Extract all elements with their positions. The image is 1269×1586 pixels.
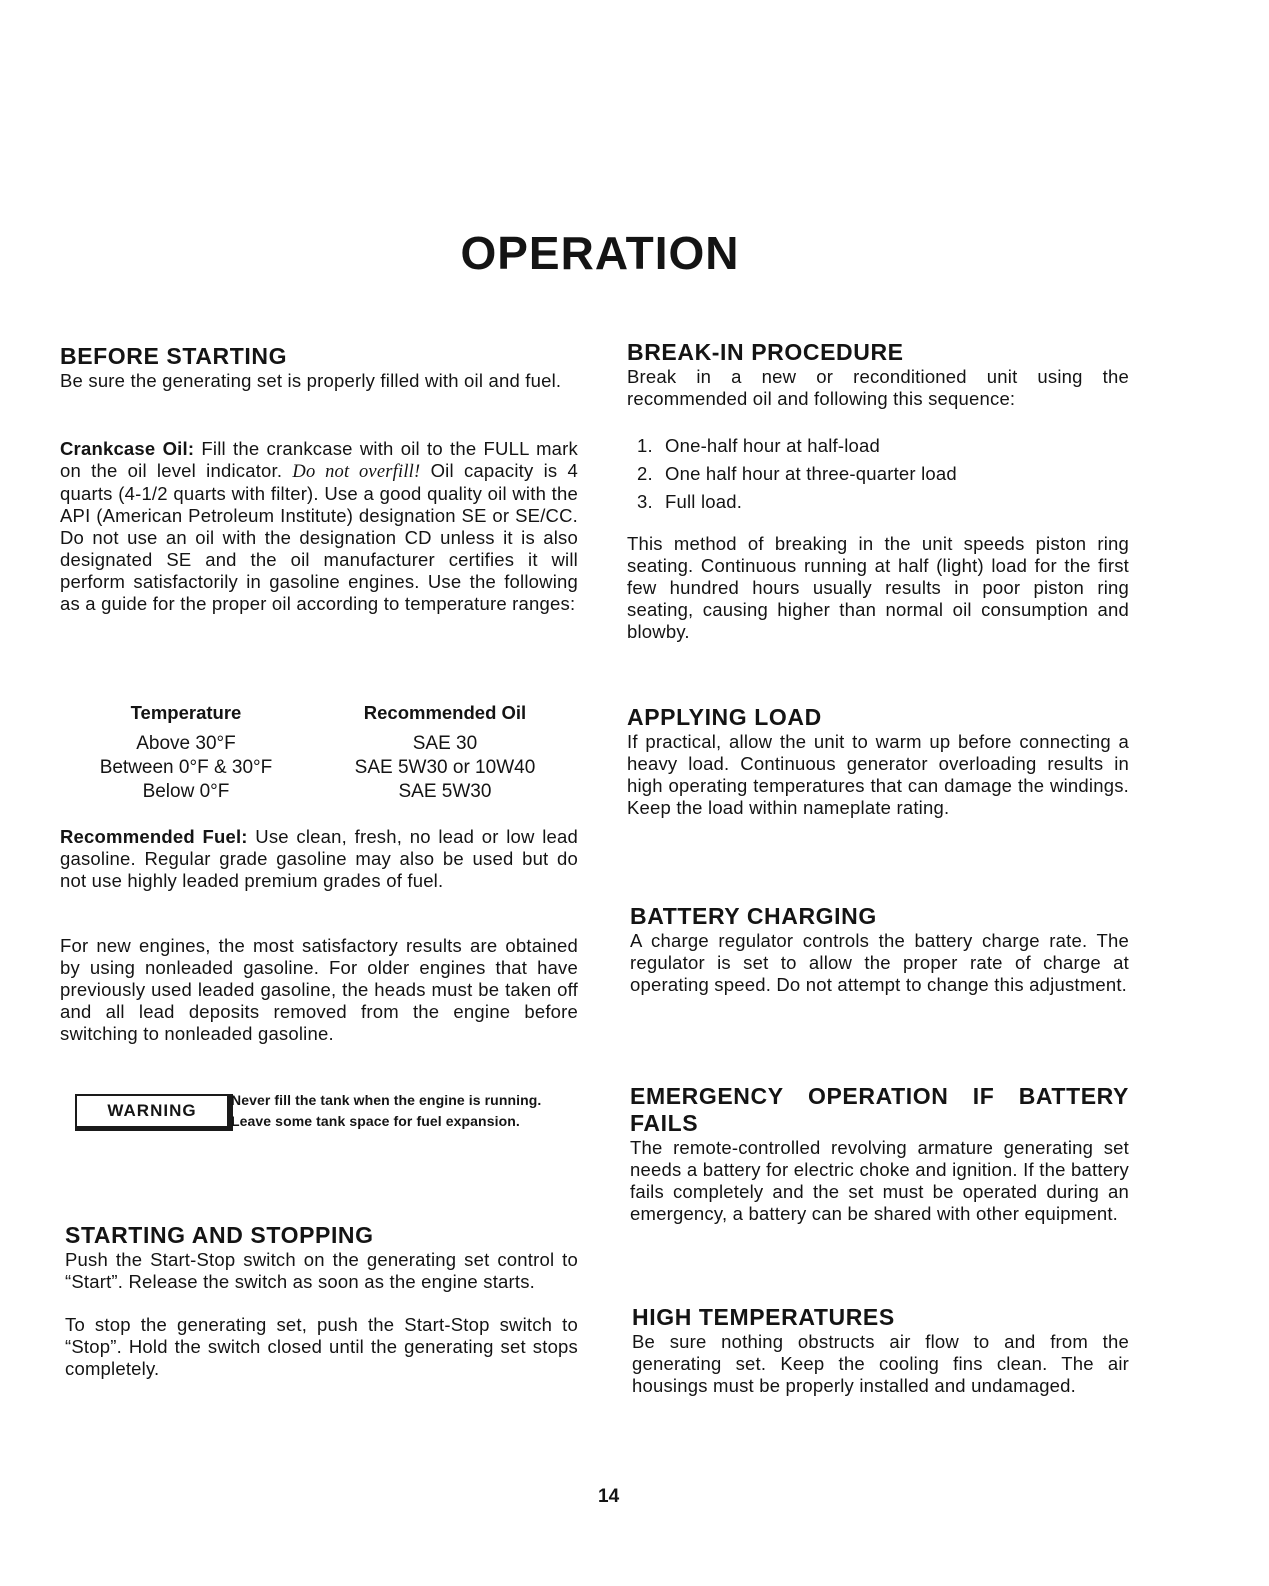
recommended-fuel-label: Recommended Fuel: [60,826,248,847]
oil-temperature-table [60,702,578,804]
new-engines-text: For new engines, the most satisfactory results are obtained by using nonleaded gasoline. For older engines that have previously used leaded gasoline, the heads must be taken off and all lead deposits removed from the engine before switching to nonleaded gasoline. [60,935,578,1044]
warning-text [231,1090,541,1132]
warning-badge: WARNING [75,1094,233,1131]
new-engines-paragraph [60,935,578,1045]
crankcase-oil-text-2: Oil capacity is 4 quarts (4-1/2 quarts with filter). Use a good quality oil with the API (American Petroleum Institute) designation SE or SE/CC. Do not use an oil with the designation CD unless it is also designated SE and the oil manufacturer certifies it will perform satisfactorily in gasoline engines. Use the following as a guide for the proper oil according to temperature ranges: [60,460,579,614]
table-cell-oil: SAE 5W30 or 10W40 [354,757,536,778]
emergency-section [630,1083,1129,1225]
break-in-paragraph [627,533,1129,643]
table-header-recommended-oil: Recommended Oil [363,702,527,723]
section-heading: BEFORE STARTING [60,343,288,369]
high-temperatures-section [632,1304,1129,1397]
battery-charging-text: A charge regulator controls the battery charge rate. The regulator is set to allow the proper rate of charge at operating speed. Do not attempt to change this adjustment. [630,930,1129,995]
crankcase-oil-label: Crankcase Oil: [60,438,195,459]
section-heading: STARTING AND STOPPING [65,1222,374,1248]
emergency-text: The remote-controlled revolving armature generating set needs a battery for electric choke and ignition. If the battery fails completely and the set must be operated during an emergency, a battery can be shared with other equipment. [630,1137,1129,1224]
applying-load-text: If practical, allow the unit to warm up before connecting a heavy load. Continuous generator overloading results in high operating temperatures that can damage the windings. Keep the load within nameplate rating. [627,731,1129,818]
list-item: 2. One half hour at three-quarter load [637,463,957,484]
break-in-steps [627,432,1129,516]
crankcase-oil-text-1: Fill the crankcase with oil to the FULL mark on the oil level indicator. [60,438,578,481]
break-in-text: This method of breaking in the unit speeds piston ring seating. Continuous running at half (light) load for the first few hundred hours usually results in poor piston ring seating, causing higher than normal oil consumption and blowby. [627,533,1129,642]
section-heading: HIGH TEMPERATURES [632,1304,895,1330]
recommended-fuel-text: Use clean, fresh, no lead or low lead gasoline. Regular grade gasoline may also be used but do not use highly leaded premium grades of fuel. [60,826,578,891]
table-header-temperature: Temperature [130,702,242,723]
starting-stopping-para-1: Push the Start-Stop switch on the generating set control to “Start”. Release the switch as soon as the engine starts. [65,1249,578,1292]
section-heading: APPLYING LOAD [627,704,822,730]
before-starting-section [60,343,578,392]
crankcase-oil-paragraph [60,438,578,615]
section-heading-line-2: FAILS [630,1110,699,1136]
crankcase-oil-emphasis: Do not overfill! [292,462,421,482]
warning-line-1: Never fill the tank when the engine is running. [231,1092,542,1108]
list-item: 1. One-half hour at half-load [637,435,880,456]
starting-stopping-section [65,1222,578,1380]
applying-load-section [627,704,1129,819]
right-column [627,0,1129,1500]
table-row [60,732,578,756]
page-number: 14 [598,1486,620,1507]
section-heading: BREAK-IN PROCEDURE [627,339,904,365]
break-in-section [627,339,1129,410]
table-row [60,780,578,804]
section-heading: EMERGENCY OPERATION IF BATTERY [630,1083,1129,1109]
left-column [60,0,578,1500]
break-in-intro: Break in a new or reconditioned unit using the recommended oil and following this sequence: [627,366,1129,409]
before-starting-intro: Be sure the generating set is properly filled with oil and fuel. [60,370,562,391]
section-heading: BATTERY CHARGING [630,903,877,929]
warning-line-2: Leave some tank space for fuel expansion. [231,1113,520,1129]
battery-charging-section [630,903,1129,996]
table-cell-temperature: Above 30°F [136,733,236,754]
table-cell-temperature: Between 0°F & 30°F [99,757,273,778]
recommended-fuel-paragraph [60,826,578,892]
table-row [60,756,578,780]
page-title: OPERATION [460,227,740,279]
warning-notice [60,1090,578,1130]
list-item: 3. Full load. [637,491,743,512]
table-cell-oil: SAE 5W30 [398,781,492,802]
table-cell-temperature: Below 0°F [142,781,230,802]
table-cell-oil: SAE 30 [412,733,478,754]
starting-stopping-para-2: To stop the generating set, push the Start-Stop switch to “Stop”. Hold the switch closed until the generating set stops completely. [65,1314,578,1379]
high-temperatures-text: Be sure nothing obstructs air flow to and from the generating set. Keep the cooling fins clean. The air housings must be properly installed and undamaged. [632,1331,1129,1396]
